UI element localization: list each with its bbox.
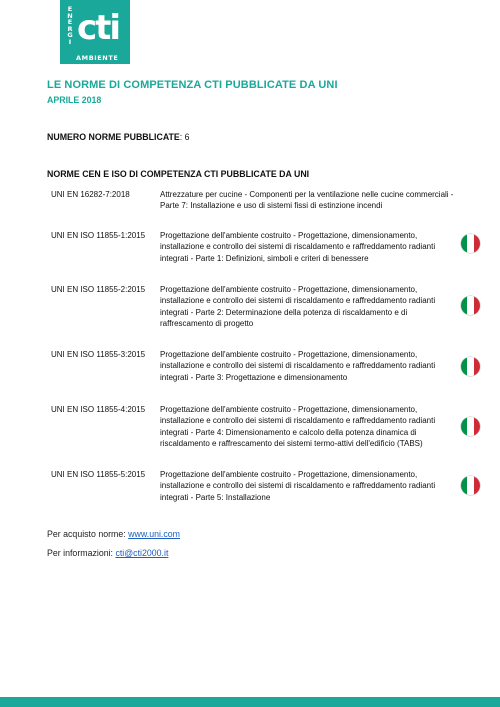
norm-code: UNI EN ISO 11855-4:2015 [51, 405, 146, 414]
norm-description: Progettazione dell'ambiente costruito - Progettazione, dimensionamento, installazione e controllo dei sistemi di riscaldamento e raffreddamento radianti integrati - Parte 3: Progettazione e dimensionamento [160, 350, 436, 382]
norm-code: UNI EN ISO 11855-1:2015 [51, 231, 146, 240]
norms-count-label: NUMERO NORME PUBBLICATE [47, 132, 180, 142]
norms-count-value: : 6 [179, 132, 190, 142]
italian-flag-icon [461, 357, 480, 376]
document-title: LE NORME DI COMPETENZA CTI PUBBLICATE DA UNI [47, 79, 338, 91]
norm-code: UNI EN ISO 11855-3:2015 [51, 350, 146, 359]
logo-letter: E [67, 5, 73, 13]
contact-info [47, 548, 168, 558]
document-subtitle: APRILE 2018 [47, 95, 102, 105]
logo-letter: I [68, 37, 72, 46]
norms-count [47, 132, 190, 142]
logo-vertical-text [66, 6, 74, 46]
norm-description: Progettazione dell'ambiente costruito - Progettazione, dimensionamento, installazione e controllo dei sistemi di riscaldamento e raffreddamento radianti integrati - Parte 1: Definizioni, simboli e criteri di benessere [160, 231, 436, 263]
logo-bottom-text: AMBIENTE [76, 54, 119, 62]
norm-description: Progettazione dell'ambiente costruito - Progettazione, dimensionamento, installazione e controllo dei sistemi di riscaldamento e raffreddamento radianti integrati - Parte 4: Dimensionamento e calcolo della potenza dinamica di riscaldamento e raffrescamento dei sistemi termo-attivi dell'edificio (TABS) [160, 405, 436, 448]
logo-letter: E [67, 18, 73, 27]
italian-flag-icon [461, 476, 480, 495]
cti-logo [60, 0, 130, 64]
norm-code: UNI EN ISO 11855-5:2015 [51, 470, 146, 479]
purchase-label: Per acquisto norme: [47, 529, 129, 539]
norm-description: Progettazione dell'ambiente costruito - Progettazione, dimensionamento, installazione e controllo dei sistemi di riscaldamento e raffreddamento radianti integrati - Parte 5: Installazione [160, 470, 436, 502]
logo-mark: cti [77, 8, 120, 48]
italian-flag-icon [461, 296, 480, 315]
italian-flag-icon [461, 417, 480, 436]
purchase-info [47, 529, 180, 539]
contact-label: Per informazioni: [47, 548, 116, 558]
logo-letter: G [67, 31, 73, 40]
norm-description: Progettazione dell'ambiente costruito - Progettazione, dimensionamento, installazione e controllo dei sistemi di riscaldamento e raffreddamento radianti integrati - Parte 2: Determinazione della potenza di riscaldamento e di raffrescamento di progetto [160, 285, 436, 328]
section-title: NORME CEN E ISO DI COMPETENZA CTI PUBBLICATE DA UNI [47, 169, 310, 179]
logo-letter: R [67, 24, 73, 33]
contact-email-link[interactable]: cti@cti2000.it [115, 548, 169, 558]
norm-description: Attrezzature per cucine - Componenti per la ventilazione nelle cucine commerciali - Parte 7: Installazione e uso di sistemi fissi di estinzione incendi [160, 190, 454, 211]
uni-website-link[interactable]: www.uni.com [128, 529, 180, 539]
norm-code: UNI EN 16282-7:2018 [51, 190, 130, 199]
footer-bar [0, 697, 500, 707]
italian-flag-icon [461, 234, 480, 253]
logo-letter: N [67, 11, 73, 20]
norm-code: UNI EN ISO 11855-2:2015 [51, 285, 146, 294]
